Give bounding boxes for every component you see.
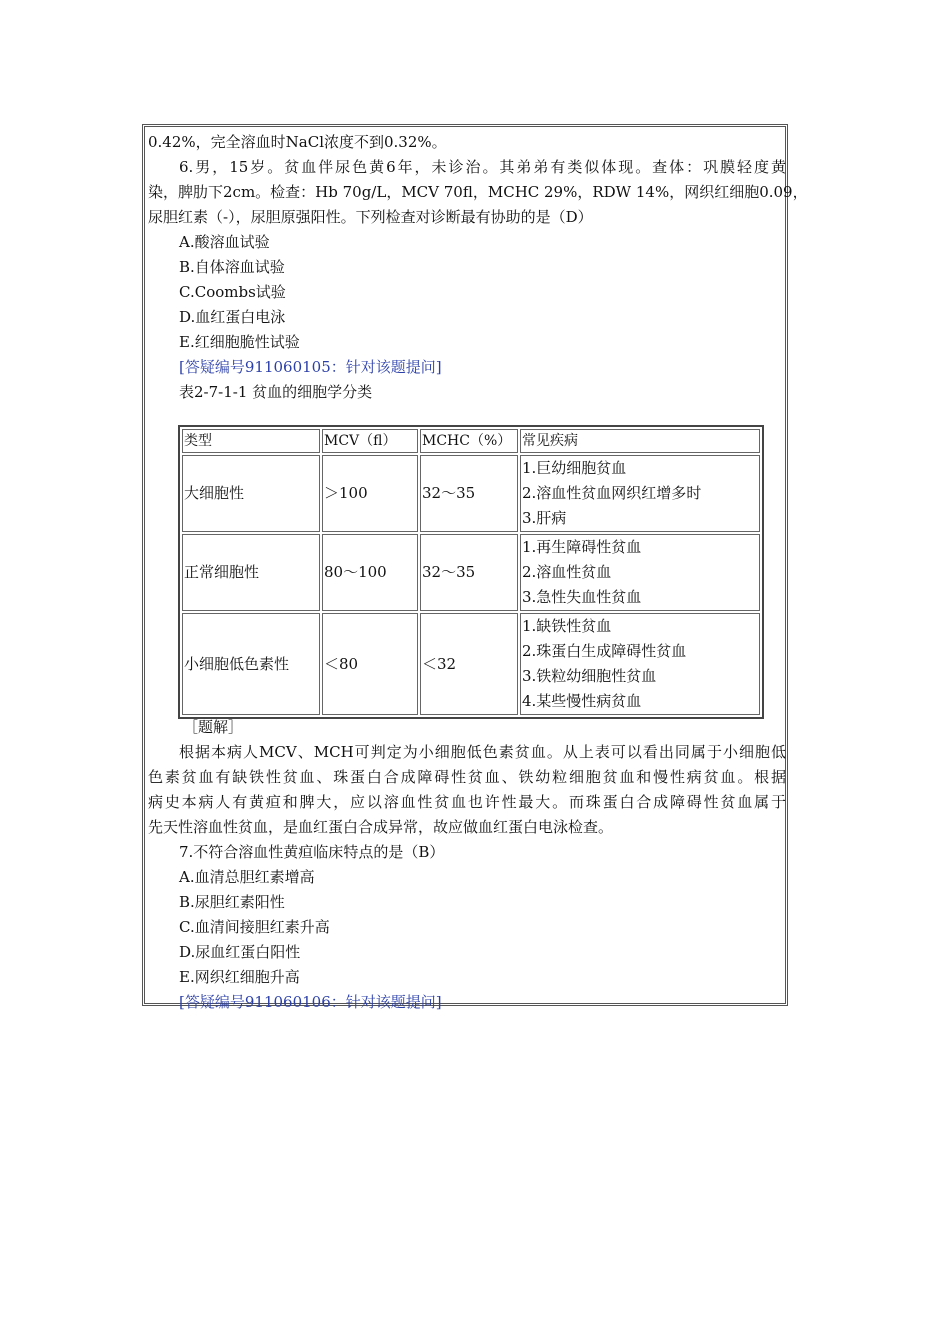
disease-item: 3.铁粒幼细胞性贫血 (522, 667, 657, 685)
question-7-stem: 7.不符合溶血性黄疸临床特点的是（B） (179, 843, 445, 861)
cell-mchc: ＜32 (420, 613, 518, 715)
cell-diseases (520, 613, 760, 715)
disease-item: 2.溶血性贫血 (522, 563, 612, 581)
option-a: A.血清总胆红素增高 (179, 868, 315, 886)
cell-type: 大细胞性 (182, 455, 320, 532)
table-row (182, 455, 760, 532)
table-title: 表2-7-1-1 贫血的细胞学分类 (179, 383, 373, 401)
option-d: D.血红蛋白电泳 (179, 308, 286, 326)
header-type: 类型 (182, 429, 320, 453)
option-c: C.Coombs试验 (179, 283, 286, 301)
content-frame (142, 124, 808, 1011)
disease-item: 4.某些慢性病贫血 (522, 692, 642, 710)
disease-item: 2.珠蛋白生成障碍性贫血 (522, 642, 687, 660)
disease-item: 1.缺铁性贫血 (522, 617, 612, 635)
text-line: 染，脾肋下2cm。检查：Hb 70g/L，MCV 70fl，MCHC 29%，RDW 14%，网织红细胞0.09， (148, 183, 808, 201)
table-row (182, 534, 760, 611)
question-6-stem (148, 155, 808, 230)
anemia-classification-table (178, 425, 764, 719)
text-line: 先天性溶血性贫血，是血红蛋白合成异常，故应做血红蛋白电泳检查。 (148, 818, 614, 836)
header-mcv: MCV（fl） (322, 429, 418, 453)
cell-diseases (520, 534, 760, 611)
option-e: E.红细胞脆性试验 (179, 333, 300, 351)
option-e: E.网织红细胞升高 (179, 968, 300, 986)
cell-mchc: 32～35 (420, 455, 518, 532)
disease-item: 2.溶血性贫血网织红增多时 (522, 484, 702, 502)
cell-type: 正常细胞性 (182, 534, 320, 611)
disease-item: 1.巨幼细胞贫血 (522, 459, 627, 477)
disease-item: 3.肝病 (522, 509, 567, 527)
option-c: C.血清间接胆红素升高 (179, 918, 330, 936)
table-header-row (182, 429, 760, 453)
cell-mcv: 80～100 (322, 534, 418, 611)
header-diseases: 常见疾病 (520, 429, 760, 453)
option-b: B.自体溶血试验 (179, 258, 285, 276)
text-line: 0.42%，完全溶血时NaCl浓度不到0.32%。 (148, 133, 447, 151)
cell-mcv: ＜80 (322, 613, 418, 715)
ask-question-link-911060105[interactable]: [答疑编号911060105：针对该题提问] (179, 358, 442, 376)
disease-item: 1.再生障碍性贫血 (522, 538, 642, 556)
table-row (182, 613, 760, 715)
disease-item: 3.急性失血性贫血 (522, 588, 642, 606)
option-a: A.酸溶血试验 (179, 233, 270, 251)
cell-type: 小细胞低色素性 (182, 613, 320, 715)
header-mchc: MCHC（%） (420, 429, 518, 453)
option-b: B.尿胆红素阳性 (179, 893, 285, 911)
cell-mchc: 32～35 (420, 534, 518, 611)
cell-mcv: ＞100 (322, 455, 418, 532)
text-line: 尿胆红素（-），尿胆原强阳性。下列检查对诊断最有协助的是（D） (148, 208, 593, 226)
cell-diseases (520, 455, 760, 532)
explanation-label: ［题解］ (183, 718, 244, 736)
ask-question-link-911060106[interactable]: [答疑编号911060106：针对该题提问] (179, 993, 442, 1011)
text-line: 病史本病人有黄疸和脾大，应以溶血性贫血也许性最大。而珠蛋白合成障碍性贫血属于 (148, 793, 786, 811)
option-d: D.尿血红蛋白阳性 (179, 943, 301, 961)
explanation-text (148, 740, 786, 840)
text-line: 6.男，15岁。贫血伴尿色黄6年，未诊治。其弟弟有类似体现。查体：巩膜轻度黄 (179, 158, 786, 176)
text-line: 根据本病人MCV、MCH可判定为小细胞低色素贫血。从上表可以看出同属于小细胞低 (179, 743, 786, 761)
text-line: 色素贫血有缺铁性贫血、珠蛋白合成障碍性贫血、铁幼粒细胞贫血和慢性病贫血。根据 (148, 768, 786, 786)
